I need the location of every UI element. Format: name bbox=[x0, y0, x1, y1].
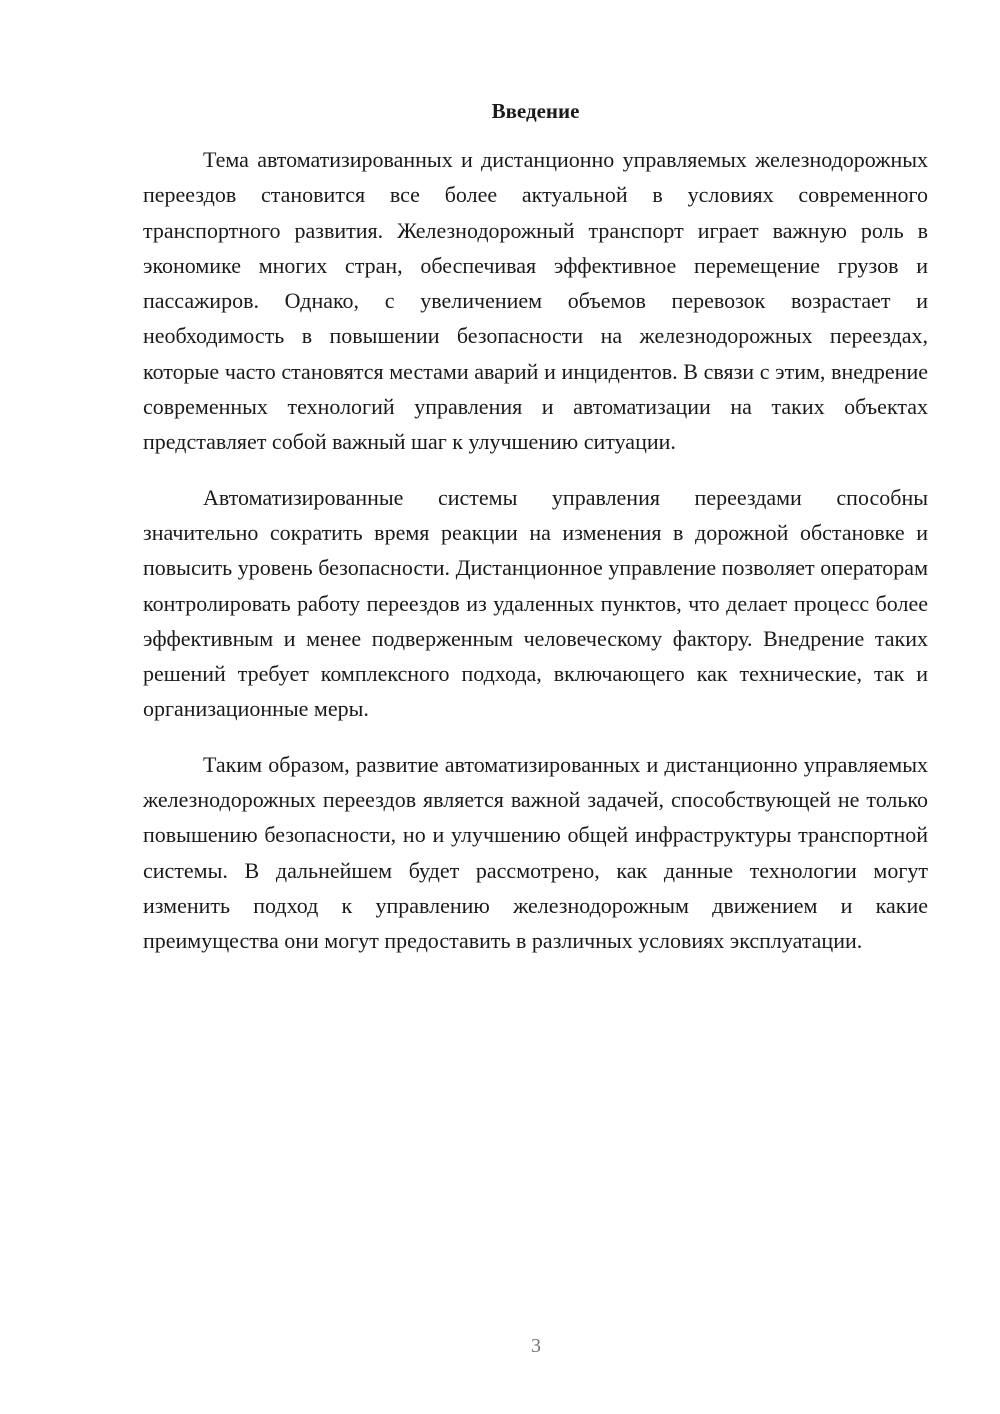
paragraph-2: Автоматизированные системы управления переездами способны значительно сократить время реакции на изменения в дорожной обстановке и повысить уровень безопасности. Дистанционное управление позволяет операторам контролировать работу переездов из удаленных пунктов, что делает процесс более эффективным и менее подверженным человеческому фактору. Внедрение таких решений требует комплексного подхода, включающего как технические, так и организационные меры. bbox=[143, 484, 928, 722]
section-heading: Введение bbox=[491, 99, 580, 123]
page-number: 3 bbox=[531, 1335, 541, 1357]
paragraph-1: Тема автоматизированных и дистанционно управляемых железнодорожных переездов становится все более актуальной в условиях современного транспортного развития. Железнодорожный транспорт играет важную роль в экономике многих стран, обеспечивая эффективное перемещение грузов и пассажиров. Однако, с увеличением объемов перевозок возрастает и необходимость в повышении безопасности на железнодорожных переездах, которые часто становятся местами аварий и инцидентов. В связи с этим, внедрение современных технологий управления и автоматизации на таких объектах представляет собой важный шаг к улучшению ситуации. bbox=[143, 147, 928, 455]
body-text bbox=[143, 142, 928, 979]
paragraph-3: Таким образом, развитие автоматизированных и дистанционно управляемых железнодорожных переездов является важной задачей, способствующей не только повышению безопасности, но и улучшению общей инфраструктуры транспортной системы. В дальнейшем будет рассмотрено, как данные технологии могут изменить подход к управлению железнодорожным движением и какие преимущества они могут предоставить в различных условиях эксплуатации. bbox=[143, 751, 928, 954]
